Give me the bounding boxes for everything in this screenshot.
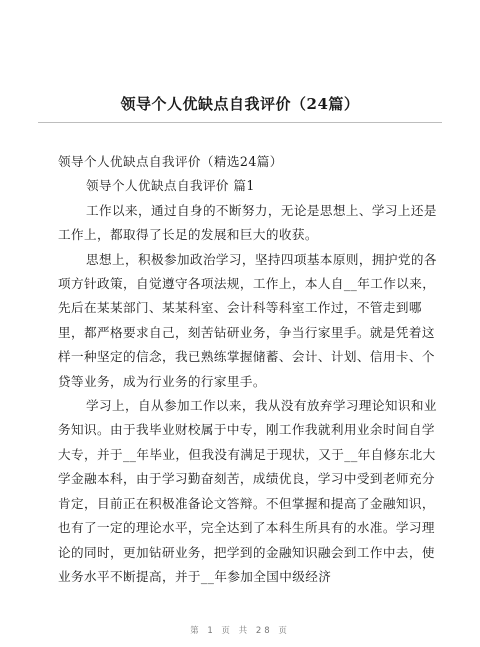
paragraph: 工作以来，通过自身的不断努力，无论是思想上、学习上还是工作上，都取得了长足的发展和巨大的收获。 bbox=[58, 202, 437, 243]
title-divider bbox=[38, 122, 442, 123]
page-number-footer: 第 1 页 共 28 页 bbox=[190, 626, 290, 636]
document-title: 领导个人优缺点自我评价（24篇） bbox=[120, 95, 360, 113]
section-heading: 领导个人优缺点自我评价 篇1 bbox=[86, 178, 255, 194]
document-body bbox=[58, 150, 442, 589]
paragraph: 学习上，自从参加工作以来，我从没有放弃学习理论知识和业务知识。由于我毕业财校属于中专，刚工作我就利用业余时间自学大专，并于__年毕业，但我没有满足于现状，又于__年自修东北大学金融本科，由于学习勤奋刻苦，成绩优良，学习中受到老师充分肯定，目前正在积极准备论文答辩。不但掌握和提高了金融知识，也有了一定的理论水平，完全达到了本科生所具有的水准。学习理论的同时，更加钻研业务，把学到的金融知识融会到工作中去，使业务水平不断提高，并于__年参加全国中级经济 bbox=[58, 398, 437, 584]
paragraph: 思想上，积极参加政治学习，坚持四项基本原则，拥护党的各项方针政策，自觉遵守各项法规，工作上，本人自__年工作以来，先后在某某部门、某某科室、会计科等科室工作过，不管走到哪里，都严格要求自己，刻苦钻研业务，争当行家里手。就是凭着这样一种坚定的信念，我已熟练掌握储蓄、会计、计划、信用卡、个贷等业务，成为行业务的行家里手。 bbox=[58, 251, 437, 389]
document-subtitle: 领导个人优缺点自我评价（精选24篇） bbox=[58, 154, 283, 169]
